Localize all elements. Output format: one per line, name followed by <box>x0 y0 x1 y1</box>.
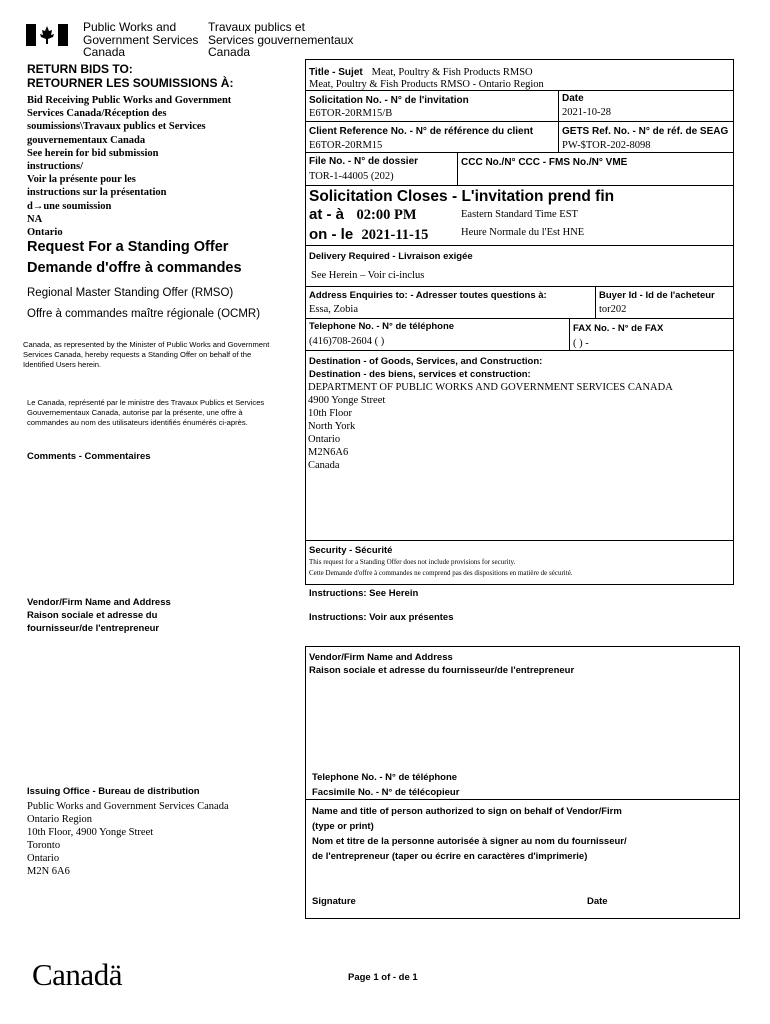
client-ref-value: E6TOR-20RM15 <box>309 140 383 151</box>
closes-label: Solicitation Closes - L'invitation prend fin <box>309 188 615 205</box>
gets-ref-value: PW-$TOR-202-8098 <box>562 140 651 151</box>
fax-value: ( ) - <box>573 338 589 349</box>
ccc-label: CCC No./N° CCC - FMS No./N° VME <box>461 157 628 168</box>
on-label: on - le <box>309 226 354 243</box>
client-ref-label: Client Reference No. - N° de référence du client <box>309 126 534 137</box>
solicitation-no-value: E6TOR-20RM15/B <box>309 108 393 119</box>
buyer-id-value: tor202 <box>599 304 627 315</box>
issuing-office-label: Issuing Office - Bureau de distribution <box>27 786 200 797</box>
vendor-left-label: Vendor/Firm Name and Address Raison sociale et adresse du fournisseur/de l'entrepreneur <box>27 597 171 634</box>
signature-date-label: Date <box>587 896 608 907</box>
address-enquiries-value: Essa, Zobia <box>309 304 358 315</box>
title-label: Title - Sujet <box>309 67 363 78</box>
gets-ref-label: GETS Ref. No. - N° de réf. de SEAG <box>562 126 729 137</box>
buyer-id-label: Buyer Id - Id de l'acheteur <box>599 290 715 301</box>
security-label: Security - Sécurité <box>309 545 393 556</box>
fax-label: FAX No. - N° de FAX <box>573 323 664 334</box>
closing-time-row <box>309 206 417 224</box>
instructions-en: Instructions: See Herein <box>309 588 419 599</box>
timezone-en: Eastern Standard Time EST <box>461 209 578 220</box>
destination-label: Destination - of Goods, Services, and Construction: Destination - des biens, services et construction: <box>309 356 543 380</box>
closing-date-value: 2021-11-15 <box>361 227 429 243</box>
vendor-phone-label: Telephone No. - N° de téléphone Facsimile No. - N° de télécopieur <box>312 772 460 798</box>
security-text: This request for a Standing Offer does not include provisions for security. Cette Demande d'offre à commandes ne comprend pas des dispositions en matière de sécurité. <box>309 558 573 577</box>
timezone-fr: Heure Normale du l'Est HNE <box>461 227 585 238</box>
delivery-value: See Herein – Voir ci-inclus <box>311 270 425 281</box>
destination-address: DEPARTMENT OF PUBLIC WORKS AND GOVERNMENT SERVICES CANADA 4900 Yonge Street 10th Floor North York Ontario M2N6A6 Canada <box>308 382 673 471</box>
offer-type: Regional Master Standing Offer (RMSO) Offre à commandes maître régionale (OCMR) <box>27 287 261 320</box>
signature-label: Signature <box>312 896 356 907</box>
request-title: Request For a Standing Offer Demande d'offre à commandes <box>27 239 242 276</box>
instructions-fr: Instructions: Voir aux présentes <box>309 612 454 623</box>
delivery-label: Delivery Required - Livraison exigée <box>309 251 473 262</box>
telephone-label: Telephone No. - N° de téléphone <box>309 321 455 332</box>
request-paragraph-en: Canada, as represented by the Minister of Public Works and Government Services Canada, hereby requests a Standing Offer on behalf of the Identified Users herein. <box>23 340 270 369</box>
telephone-value: (416)708-2604 ( ) <box>309 336 385 347</box>
solicitation-no-label: Solicitation No. - N° de l'invitation <box>309 95 469 106</box>
date-value: 2021-10-28 <box>562 107 611 118</box>
department-name-fr: Travaux publics et Services gouvernementaux Canada <box>208 20 354 59</box>
file-no-label: File No. - N° de dossier <box>309 156 419 167</box>
title-field <box>309 62 544 90</box>
issuing-office-address: Public Works and Government Services Canada Ontario Region 10th Floor, 4900 Yonge Street Toronto Ontario M2N 6A6 <box>27 801 229 877</box>
authorized-person-label: Name and title of person authorized to sign on behalf of Vendor/Firm (type or print) Nom et titre de la personne autorisée à signer au nom du fournisseur/ de l'entrepreneur (taper ou écrire en caractères d'imprimerie) <box>312 806 627 862</box>
canada-flag-logo <box>26 24 68 46</box>
date-label: Date <box>562 93 584 104</box>
vendor-box-label: Vendor/Firm Name and Address Raison sociale et adresse du fournisseur/de l'entrepreneur <box>309 652 575 676</box>
page-number: Page 1 of - de 1 <box>348 972 418 983</box>
canada-wordmark: Canadä <box>32 957 122 992</box>
request-paragraph-fr: Le Canada, représenté par le ministre des Travaux Publics et Services Gouvernementaux Canada, autorise par la présente, une offre à commandes au nom des utilisateurs identifiés énumérés ci-après. <box>27 398 265 427</box>
return-bids-address: Bid Receiving Public Works and Government Services Canada/Réception des soumissions\Travaux publics et Services gouvernementaux Canada See herein for bid submission instructions/ Voir la présente pour les instructions sur la présentation d→une soumission NA Ontario <box>27 95 232 239</box>
address-enquiries-label: Address Enquiries to: - Adresser toutes questions à: <box>309 290 547 301</box>
title-value-1: Meat, Poultry & Fish Products RMSO <box>371 67 533 78</box>
department-name-en: Public Works and Government Services Canada <box>83 20 199 59</box>
comments-label: Comments - Commentaires <box>27 451 151 462</box>
title-value-2: Meat, Poultry & Fish Products RMSO - Ontario Region <box>309 79 544 90</box>
file-no-value: TOR-1-44005 (202) <box>309 171 394 182</box>
at-label: at - à <box>309 206 345 223</box>
return-bids-title: RETURN BIDS TO: RETOURNER LES SOUMISSIONS À: <box>27 62 234 90</box>
closing-date-row <box>309 226 428 244</box>
closing-time-value: 02:00 PM <box>356 207 417 223</box>
